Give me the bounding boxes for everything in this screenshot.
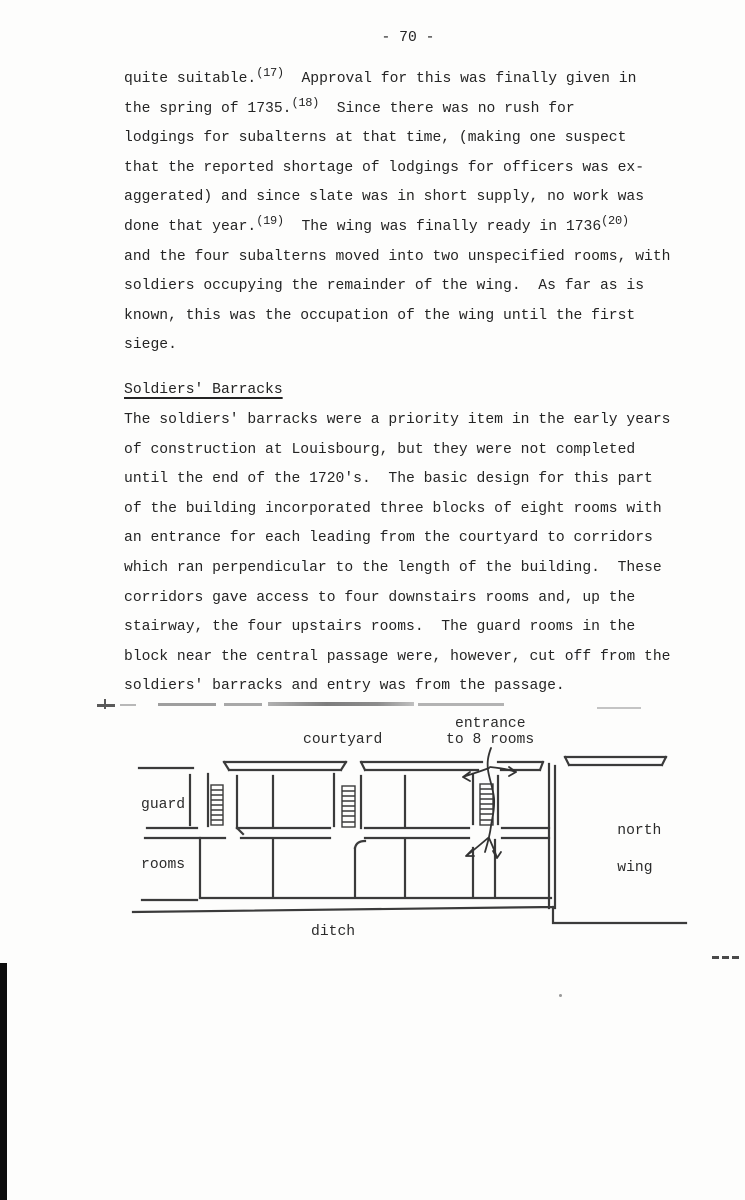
- text-line: of construction at Louisbourg, but they were not completed: [124, 441, 636, 458]
- text-line: known, this was the occupation of the wing until the first: [124, 307, 636, 324]
- scan-smudge: [418, 703, 504, 706]
- text-line: lodgings for subalterns at that time, (making one suspect: [124, 130, 627, 147]
- door-leaf: [355, 841, 365, 848]
- stairways: [211, 784, 493, 827]
- scan-smudge-tick: [104, 699, 106, 709]
- label-entrance-line1: entrance: [455, 716, 526, 732]
- scan-speck: [559, 994, 562, 997]
- text-line: until the end of the 1720's. The basic design for this part: [124, 471, 653, 488]
- paragraph-2: [124, 406, 670, 702]
- text-line: soldiers occupying the remainder of the wing. As far as is: [124, 278, 645, 295]
- text-line: quite suitable.$^{(17)}$ Approval for this was finally given in: [124, 66, 637, 87]
- label-north-wing-line1: north: [617, 822, 662, 839]
- right-end-wall: [549, 764, 555, 908]
- text-line: corridors gave access to four downstairs rooms and, up the: [124, 589, 636, 606]
- stairway-hatch-1: [211, 785, 223, 825]
- scan-smudge: [120, 704, 136, 706]
- text-line: block near the central passage were, however, cut off from the: [124, 648, 671, 665]
- label-rooms: rooms: [141, 857, 186, 873]
- page-number: - 70 -: [381, 30, 435, 46]
- top-wall-north-wing: [565, 757, 666, 765]
- label-guard: guard: [141, 797, 186, 813]
- text-line: siege.: [124, 337, 177, 354]
- footnote-reference: (20): [601, 213, 629, 228]
- text-line: which ran perpendicular to the length of the building. These: [124, 559, 662, 576]
- text-line: that the reported shortage of lodgings for officers was ex-: [124, 159, 645, 176]
- text-line: the spring of 1735.$^{(18)}$ Since there was no rush for: [124, 95, 575, 117]
- lower-partitions: [273, 840, 495, 897]
- label-courtyard: courtyard: [303, 732, 383, 748]
- scan-smudge: [268, 702, 414, 706]
- footnote-reference: (18): [291, 95, 320, 110]
- label-ditch: ditch: [311, 924, 356, 940]
- text-line: soldiers' barracks and entry was from the passage.: [124, 678, 565, 695]
- text-line: stairway, the four upstairs rooms. The guard rooms in the: [124, 619, 636, 636]
- label-north-wing: [582, 803, 661, 896]
- arrow-lower-left: [466, 838, 488, 856]
- label-north-wing-line2: wing: [617, 859, 653, 876]
- paragraph-1: [124, 65, 670, 361]
- text-line: aggerated) and since slate was in short supply, no work was: [124, 189, 645, 206]
- scan-edge-dashes: [712, 956, 739, 959]
- entrance-arrows: [463, 748, 516, 858]
- stairway-hatch-2: [342, 786, 355, 827]
- footnote-reference: (17): [256, 66, 284, 80]
- text-line: and the four subalterns moved into two unspecified rooms, with: [124, 248, 671, 265]
- footnote-reference: (19): [256, 213, 284, 228]
- top-wall-block1: [224, 762, 346, 770]
- scan-smudge: [597, 707, 641, 709]
- top-wall-block2: [361, 762, 482, 770]
- text-line: done that year.$^{(19)}$ The wing was finally ready in 1736$^{(20)}$: [124, 213, 629, 235]
- text-line: The soldiers' barracks were a priority item in the early years: [124, 412, 671, 428]
- scan-smudge-mark: [97, 704, 115, 707]
- text-line: an entrance for each leading from the courtyard to corridors: [124, 530, 653, 547]
- section-heading-text: Soldiers' Barracks: [124, 382, 283, 398]
- scan-smudge: [158, 703, 216, 706]
- text-line: of the building incorporated three blocks of eight rooms with: [124, 500, 662, 517]
- label-entrance-line2: to 8 rooms: [446, 732, 535, 748]
- scan-smudge: [224, 703, 262, 706]
- upper-partitions: [273, 776, 405, 826]
- section-heading: [124, 376, 283, 406]
- scan-edge-black-bar: [0, 963, 7, 1200]
- stairway-hatch-3: [480, 784, 493, 825]
- arrow-upper-right: [490, 767, 516, 776]
- ditch-line: [133, 907, 686, 923]
